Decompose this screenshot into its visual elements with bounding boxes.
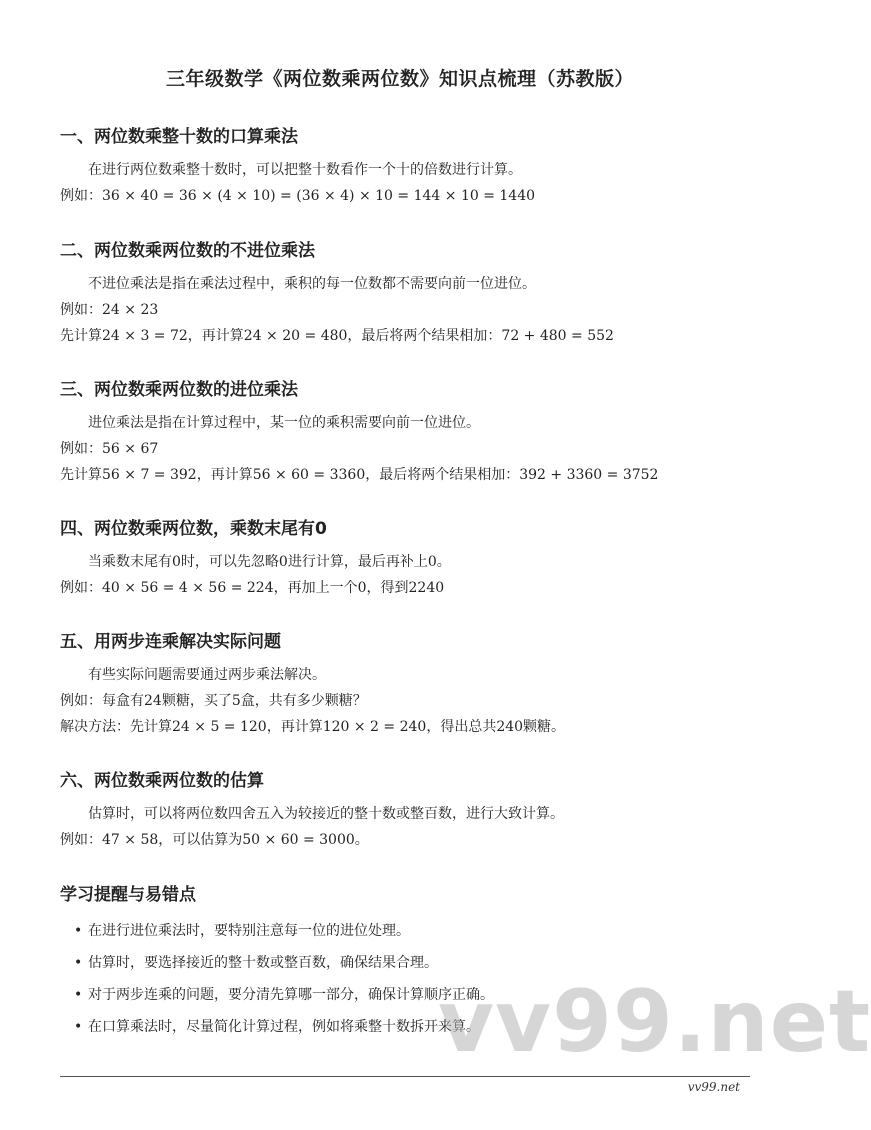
section-4-example: 例如：40 × 56 = 4 × 56 = 224，再加上一个0，得到2240 [60, 580, 445, 596]
section-5 [60, 627, 750, 740]
section-3-calculation: 先计算56 × 7 = 392，再计算56 × 60 = 3360，最后将两个结果相加：392 + 3360 = 3752 [60, 467, 659, 483]
tip-text: 对于两步连乘的问题，要分清先算哪一部分，确保计算顺序正确。 [88, 987, 494, 1003]
section-5-example: 例如：每盒有24颗糖，买了5盒，共有多少颗糖？ [60, 693, 367, 709]
section-2-description: 不进位乘法是指在乘法过程中，乘积的每一位数都不需要向前一位进位。 [88, 276, 536, 292]
tip-text: 估算时，要选择接近的整十数或整百数，确保结果合理。 [88, 955, 438, 971]
section-1-heading: 一、两位数乘整十数的口算乘法 [60, 127, 298, 147]
section-5-description: 有些实际问题需要通过两步乘法解决。 [88, 667, 326, 683]
section-6 [60, 766, 750, 853]
section-3-heading: 三、两位数乘两位数的进位乘法 [60, 380, 298, 400]
section-1-example: 例如：36 × 40 = 36 × (4 × 10) = (36 × 4) × 10 = 144 × 10 = 1440 [60, 188, 536, 204]
section-3-example: 例如：56 × 67 [60, 441, 159, 457]
footer-divider [60, 1076, 750, 1077]
bullet-icon: • [74, 923, 83, 939]
footer-site-label: vv99.net [687, 1080, 740, 1094]
section-5-solution: 解决方法：先计算24 × 5 = 120，再计算120 × 2 = 240，得出总共240颗糖。 [60, 719, 566, 735]
tip-text: 在进行进位乘法时，要特别注意每一位的进位处理。 [88, 923, 410, 939]
bullet-icon: • [74, 955, 83, 971]
section-3 [60, 375, 750, 488]
section-4-description: 当乘数末尾有0时，可以先忽略0进行计算，最后再补上0。 [88, 554, 451, 570]
section-6-example: 例如：47 × 58，可以估算为50 × 60 = 3000。 [60, 832, 369, 848]
tips-heading: 学习提醒与易错点 [60, 885, 196, 905]
section-4-heading: 四、两位数乘两位数，乘数末尾有0 [60, 519, 327, 539]
section-6-description: 估算时，可以将两位数四舍五入为较接近的整十数或整百数，进行大致计算。 [88, 806, 564, 822]
watermark: vv99.net [438, 972, 871, 1072]
bullet-icon: • [74, 987, 83, 1003]
tip-text: 在口算乘法时，尽量简化计算过程，例如将乘整十数拆开来算。 [88, 1019, 480, 1035]
page-title: 三年级数学《两位数乘两位数》知识点梳理（苏教版） [165, 68, 634, 90]
section-2-heading: 二、两位数乘两位数的不进位乘法 [60, 241, 315, 261]
section-6-heading: 六、两位数乘两位数的估算 [60, 771, 264, 791]
section-2-example: 例如：24 × 23 [60, 302, 159, 318]
bullet-icon: • [74, 1019, 83, 1035]
section-3-description: 进位乘法是指在计算过程中，某一位的乘积需要向前一位进位。 [88, 415, 480, 431]
section-1-description: 在进行两位数乘整十数时，可以把整十数看作一个十的倍数进行计算。 [88, 162, 522, 178]
section-1 [60, 122, 750, 209]
section-2 [60, 236, 750, 349]
list-item [60, 915, 750, 947]
section-5-heading: 五、用两步连乘解决实际问题 [60, 632, 281, 652]
section-2-calculation: 先计算24 × 3 = 72，再计算24 × 20 = 480，最后将两个结果相加：72 + 480 = 552 [60, 328, 614, 344]
section-4 [60, 514, 750, 601]
